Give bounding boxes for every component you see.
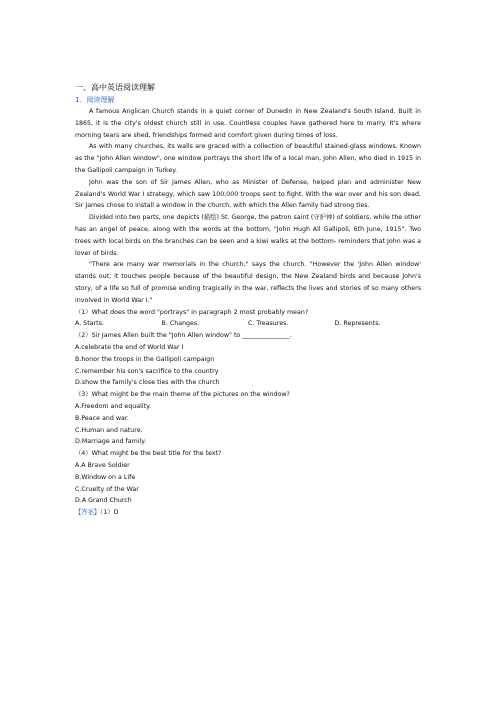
passage-paragraph-5: "There are many war memorials in the church," says the church. "However the 'John Allen window' stands out; it touches people because of the beautiful design, the New Zealand birds and because John's story, of a life so full of promise ending tragically in the war, reflects the lives and stories of so many others involved in World War I."	[75, 261, 421, 304]
option-b: B.Peace and war.	[75, 414, 129, 422]
question-stem: （4）What might be the best title for the text?	[75, 450, 222, 458]
question-stem: （1）What does the word "portrays" in paragraph 2 most probably mean?	[75, 308, 309, 316]
answer-text: （1）D	[100, 509, 119, 517]
option-b: B.honor the troops in the Gallipoli campaign	[75, 355, 215, 363]
subsection-label: 阅读理解	[86, 96, 115, 104]
question-4	[75, 448, 421, 507]
answer-line	[75, 507, 421, 519]
subsection-number: 1．	[75, 96, 87, 104]
question-stem: （3）What might be the main theme of the pictures on the window?	[75, 391, 290, 399]
passage-paragraph-1: A famous Anglican Church stands in a quiet corner of Dunedin in New Zealand's South Island. Built in 1865, it is the city's oldest church still in use. Countless couples have gathered here to marry. It's where morning tears are shed, friendships formed and comfort given during times of loss.	[75, 108, 421, 139]
option-row	[75, 318, 421, 330]
question-3	[75, 389, 421, 448]
option-d: D.show the family's close ties with the church	[75, 379, 220, 387]
option-b: B.Window on a Life	[75, 473, 136, 481]
passage-paragraph-4: Divided into two parts, one depicts (描绘) St. George, the patron saint (守护神) of soldiers, while the other has an angel of peace, along with the words at the bottom, "John Hugh All Gallipoli, 6th June, 1915". Two trees with local birds on the branches can be seen and a kiwi walks at the bottom- reminders that John was a lover of birds.	[75, 214, 421, 257]
answer-tag: 【答案】	[75, 509, 101, 517]
option-c: C. Treasures.	[248, 320, 289, 328]
passage-paragraph-3: John was the son of Sir James Allen, who as Minister of Defense, helped plan and administer New Zealand's World War I strategy, which saw 100,000 troops sent to fight. With the war over and his son dead, Sir James chose to install a window in the church, with which the Allen family had strong ties.	[75, 178, 421, 210]
option-a: A.Freedom and equality.	[75, 402, 151, 410]
option-a: A.A Brave Soldier	[75, 461, 130, 469]
option-a: A.celebrate the end of World War I	[75, 343, 184, 351]
passage-paragraph-2: As with many churches, its walls are graced with a collection of beautiful stained-glass windows. Known as the "John Allen window", one window portrays the short life of a local man, John Allen, who died in 1915 in the Gallipoli campaign in Turkey.	[75, 143, 421, 174]
option-b: B. Changes.	[161, 320, 200, 328]
option-d: D.Marriage and family.	[75, 438, 147, 446]
question-2	[75, 330, 421, 389]
option-d: D.A Grand Church	[75, 497, 132, 505]
option-a: A. Starts.	[75, 320, 104, 328]
option-d: D. Represents.	[334, 320, 381, 328]
option-c: C.Human and nature.	[75, 426, 143, 434]
subsection-heading	[75, 94, 421, 106]
question-stem: （2）Sir James Allen built the "John Allen window" to _______________.	[75, 332, 292, 340]
content-column	[75, 82, 421, 519]
option-c: C.Cruelty of the War	[75, 485, 139, 493]
option-c: C.remember his son's sacrifice to the country	[75, 367, 219, 375]
question-1	[75, 307, 421, 331]
section-title: 一、高中英语阅读理解	[75, 83, 155, 92]
